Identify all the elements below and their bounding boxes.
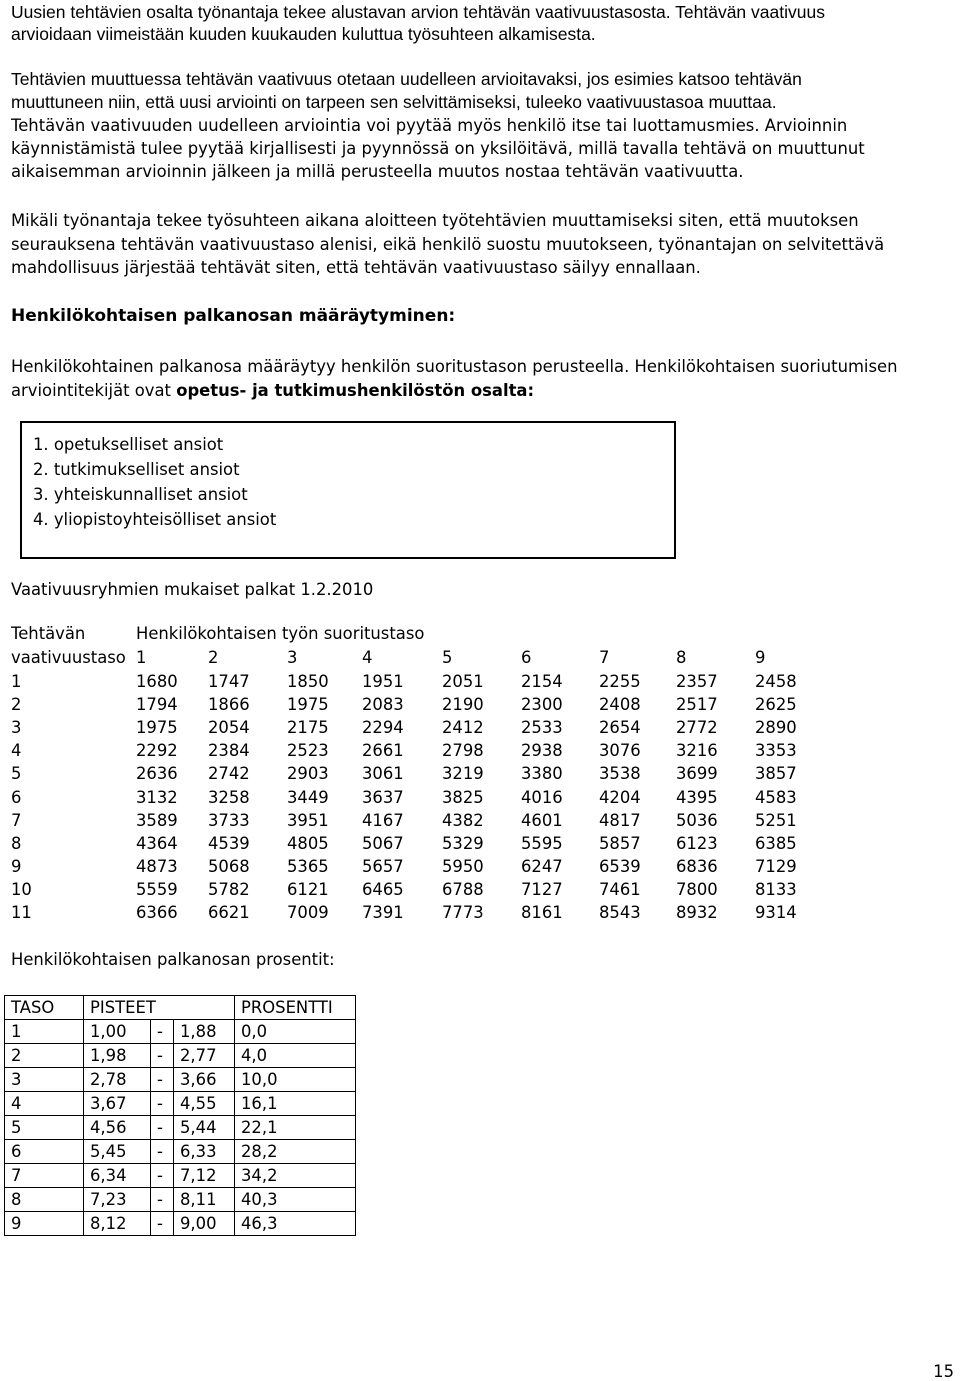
- percent-cell: 40,3: [235, 1188, 356, 1212]
- reassessment-line: aikaisemman arvioinnin jälkeen ja millä perusteella muutos nostaa tehtävän vaativuutta.: [11, 162, 744, 181]
- salary-cell: 6121: [287, 879, 329, 899]
- criteria-item: 3. yhteiskunnalliset ansiot: [33, 485, 248, 504]
- percent-cell: 3,66: [174, 1068, 235, 1092]
- percent-cell: -: [151, 1116, 174, 1140]
- percent-cell: 10,0: [235, 1068, 356, 1092]
- percent-cell: 9,00: [174, 1212, 235, 1236]
- percent-table: [4, 995, 356, 1236]
- salary-level-header: 2: [208, 648, 219, 667]
- salary-cell: 2051: [442, 672, 484, 691]
- percent-cell: 1,98: [84, 1044, 151, 1068]
- salary-cell: 4382: [442, 810, 484, 830]
- salary-cell: 4873: [136, 856, 178, 876]
- salary-cell: 4583: [755, 787, 797, 807]
- salary-cell: 6621: [208, 903, 250, 922]
- salary-cell: 4539: [208, 833, 250, 853]
- salary-cell: 6465: [362, 879, 404, 899]
- criteria-box: [20, 421, 676, 559]
- percent-cell: 1,00: [84, 1020, 151, 1044]
- salary-cell: 2300: [521, 695, 563, 715]
- salary-cell: 8161: [521, 903, 563, 922]
- percent-cell: 4,0: [235, 1044, 356, 1068]
- salary-tier: 5: [11, 764, 22, 784]
- salary-cell: 3538: [599, 764, 641, 784]
- salary-level-header: 8: [676, 648, 687, 667]
- salary-cell: 5067: [362, 833, 404, 853]
- salary-cell: 6836: [676, 856, 718, 876]
- salary-cell: 3132: [136, 787, 178, 807]
- percent-row: [5, 1068, 356, 1092]
- salary-cell: 5068: [208, 856, 250, 876]
- percent-row: [5, 1164, 356, 1188]
- salary-cell: 2523: [287, 741, 329, 761]
- percent-cell: 7,12: [174, 1164, 235, 1188]
- salary-cell: 2412: [442, 718, 484, 738]
- percent-cell: 1: [5, 1020, 84, 1044]
- salary-cell: 2533: [521, 718, 563, 738]
- percent-cell: 3,67: [84, 1092, 151, 1116]
- percent-cell: 4,55: [174, 1092, 235, 1116]
- salary-cell: 2742: [208, 764, 250, 784]
- salary-level-header: 6: [521, 648, 532, 667]
- salary-header-left-2: vaativuustaso: [11, 648, 126, 667]
- reassessment-line: Tehtävien muuttuessa tehtävän vaativuus otetaan uudelleen arvioitavaksi, jos esimies katsoo tehtävän: [11, 69, 802, 89]
- salary-cell: 8133: [755, 879, 797, 899]
- salary-tier: 7: [11, 810, 22, 830]
- percent-cell: 8,11: [174, 1188, 235, 1212]
- salary-level-header: 1: [136, 648, 147, 667]
- salary-cell: 2154: [521, 672, 563, 691]
- salary-cell: 3076: [599, 741, 641, 761]
- percent-row: [5, 1116, 356, 1140]
- salary-cell: 2903: [287, 764, 329, 784]
- salary-cell: 5595: [521, 833, 563, 853]
- percent-caption: Henkilökohtaisen palkanosan prosentit:: [11, 950, 335, 969]
- salary-level-header: 3: [287, 648, 298, 667]
- salary-cell: 4817: [599, 810, 641, 830]
- salary-cell: 7009: [287, 903, 329, 922]
- salary-tier: 1: [11, 672, 22, 691]
- salary-caption: Vaativuusryhmien mukaiset palkat 1.2.2010: [11, 580, 374, 599]
- salary-cell: 6539: [599, 856, 641, 876]
- salary-header-right: Henkilökohtaisen työn suoritustaso: [136, 624, 425, 643]
- percent-cell: 6,33: [174, 1140, 235, 1164]
- salary-tier: 4: [11, 741, 22, 761]
- percent-cell: 4: [5, 1092, 84, 1116]
- salary-cell: 2294: [362, 718, 404, 738]
- salary-cell: 2357: [676, 672, 718, 691]
- percent-cell: -: [151, 1068, 174, 1092]
- salary-cell: 7391: [362, 903, 404, 922]
- salary-cell: 2384: [208, 741, 250, 761]
- percent-cell: 4,56: [84, 1116, 151, 1140]
- percent-cell: 9: [5, 1212, 84, 1236]
- salary-cell: 5782: [208, 879, 250, 899]
- salary-cell: 5657: [362, 856, 404, 876]
- page-number: 15: [933, 1362, 954, 1381]
- salary-cell: 6385: [755, 833, 797, 853]
- percent-cell: 3: [5, 1068, 84, 1092]
- salary-tier: 3: [11, 718, 22, 738]
- percent-cell: -: [151, 1140, 174, 1164]
- section-heading: Henkilökohtaisen palkanosan määräytyminen:: [11, 306, 456, 326]
- salary-header-left-1: Tehtävän: [11, 624, 86, 643]
- salary-cell: 7129: [755, 856, 797, 876]
- salary-cell: 2517: [676, 695, 718, 715]
- task-change-line: Mikäli työnantaja tekee työsuhteen aikana aloitteen työtehtävien muuttamiseksi siten, että muutoksen: [11, 211, 859, 230]
- criteria-item: 4. yliopistoyhteisölliset ansiot: [33, 510, 277, 529]
- salary-cell: 5857: [599, 833, 641, 853]
- salary-cell: 2458: [755, 672, 797, 691]
- salary-level-header: 7: [599, 648, 610, 667]
- salary-cell: 3380: [521, 764, 563, 784]
- salary-cell: 2190: [442, 695, 484, 715]
- salary-cell: 4364: [136, 833, 178, 853]
- task-change-line: seurauksena tehtävän vaativuustaso alenisi, eikä henkilö suostu muutokseen, työnantajan on selvitettävä: [11, 234, 885, 254]
- salary-cell: 6247: [521, 856, 563, 876]
- salary-cell: 2890: [755, 718, 797, 738]
- salary-cell: 2408: [599, 695, 641, 715]
- salary-cell: 1951: [362, 672, 404, 691]
- percent-header-row: [5, 996, 356, 1020]
- percent-cell: 2,78: [84, 1068, 151, 1092]
- salary-cell: 5559: [136, 879, 178, 899]
- salary-cell: 3699: [676, 764, 718, 784]
- criteria-item: 2. tutkimukselliset ansiot: [33, 460, 240, 479]
- salary-cell: 2772: [676, 718, 718, 738]
- salary-cell: 7773: [442, 903, 484, 922]
- percent-cell: -: [151, 1212, 174, 1236]
- salary-tier: 2: [11, 695, 22, 715]
- salary-cell: 4601: [521, 810, 563, 830]
- percent-cell: 6: [5, 1140, 84, 1164]
- percent-cell: 5,45: [84, 1140, 151, 1164]
- salary-cell: 2292: [136, 741, 178, 761]
- percent-cell: -: [151, 1020, 174, 1044]
- reassessment-paragraph: [11, 68, 865, 183]
- salary-level-header: 9: [755, 648, 766, 667]
- salary-cell: 7127: [521, 879, 563, 899]
- intro-paragraph: [11, 1, 825, 45]
- percent-row: [5, 1020, 356, 1044]
- salary-cell: 1975: [136, 718, 178, 738]
- percent-cell: 6,34: [84, 1164, 151, 1188]
- salary-cell: 1975: [287, 695, 329, 715]
- salary-tier: 8: [11, 833, 22, 853]
- salary-cell: 4204: [599, 787, 641, 807]
- salary-cell: 3216: [676, 741, 718, 761]
- percent-cell: 34,2: [235, 1164, 356, 1188]
- salary-cell: 3258: [208, 787, 250, 807]
- percent-cell: -: [151, 1092, 174, 1116]
- salary-cell: 2661: [362, 741, 404, 761]
- salary-cell: 2625: [755, 695, 797, 715]
- salary-cell: 3061: [362, 764, 404, 784]
- criteria-list: [33, 432, 276, 532]
- salary-cell: 2255: [599, 672, 641, 691]
- percent-cell: 2,77: [174, 1044, 235, 1068]
- percent-cell: -: [151, 1044, 174, 1068]
- salary-tier: 10: [11, 879, 32, 899]
- percent-cell: 46,3: [235, 1212, 356, 1236]
- salary-cell: 5329: [442, 833, 484, 853]
- task-change-paragraph: [11, 209, 884, 280]
- salary-cell: 4805: [287, 833, 329, 853]
- salary-cell: 3733: [208, 810, 250, 830]
- percent-cell: 8,12: [84, 1212, 151, 1236]
- percent-cell: 5: [5, 1116, 84, 1140]
- salary-cell: 4395: [676, 787, 718, 807]
- salary-cell: 5950: [442, 856, 484, 876]
- salary-cell: 2654: [599, 718, 641, 738]
- salary-cell: 6788: [442, 879, 484, 899]
- salary-cell: 1866: [208, 695, 250, 715]
- salary-cell: 1680: [136, 672, 178, 691]
- salary-cell: 3951: [287, 810, 329, 830]
- intro-line: arvioidaan viimeistään kuuden kuukauden kuluttua työsuhteen alkamisesta.: [11, 24, 596, 44]
- percent-cell: 7: [5, 1164, 84, 1188]
- percent-row: [5, 1044, 356, 1068]
- percent-row: [5, 1212, 356, 1236]
- percent-cell: 28,2: [235, 1140, 356, 1164]
- criteria-intro-paragraph: [11, 355, 898, 403]
- salary-cell: 3219: [442, 764, 484, 784]
- salary-cell: 1747: [208, 672, 250, 691]
- percent-cell: 22,1: [235, 1116, 356, 1140]
- reassessment-line: muuttuneen niin, että uusi arviointi on tarpeen sen selvittämiseksi, tuleeko vaativuustasoa muuttaa.: [11, 92, 777, 112]
- salary-cell: 2798: [442, 741, 484, 761]
- percent-cell: 7,23: [84, 1188, 151, 1212]
- percent-header-cell: PROSENTTI: [235, 996, 356, 1020]
- salary-level-header: 5: [442, 648, 453, 667]
- salary-cell: 6366: [136, 903, 178, 922]
- salary-cell: 2054: [208, 718, 250, 738]
- percent-cell: 16,1: [235, 1092, 356, 1116]
- salary-cell: 1850: [287, 672, 329, 691]
- salary-cell: 6123: [676, 833, 718, 853]
- reassessment-line: Tehtävän vaativuuden uudelleen arviointia voi pyytää myös henkilö itse tai luottamusmies. Arvioinnin: [11, 116, 848, 135]
- salary-cell: 4167: [362, 810, 404, 830]
- salary-cell: 4016: [521, 787, 563, 807]
- percent-cell: 1,88: [174, 1020, 235, 1044]
- salary-cell: 2175: [287, 718, 329, 738]
- percent-row: [5, 1140, 356, 1164]
- salary-cell: 3825: [442, 787, 484, 807]
- criteria-intro-text: arviointitekijät ovat: [11, 381, 177, 400]
- salary-cell: 3637: [362, 787, 404, 807]
- salary-tier: 9: [11, 856, 22, 876]
- intro-line: Uusien tehtävien osalta työnantaja tekee alustavan arvion tehtävän vaativuustasosta. Tehtävän vaativuus: [11, 2, 825, 22]
- salary-cell: 5251: [755, 810, 797, 830]
- reassessment-line: käynnistämistä tulee pyytää kirjallisesti ja pyynnössä on yksilöitävä, millä tavalla tehtävä on muuttunut: [11, 139, 865, 158]
- salary-cell: 9314: [755, 903, 797, 922]
- percent-cell: 5,44: [174, 1116, 235, 1140]
- percent-header-cell: TASO: [5, 996, 84, 1020]
- salary-cell: 5036: [676, 810, 718, 830]
- salary-cell: 2083: [362, 695, 404, 715]
- salary-cell: 7461: [599, 879, 641, 899]
- salary-cell: 3353: [755, 741, 797, 761]
- salary-tier: 11: [11, 903, 32, 922]
- salary-cell: 7800: [676, 879, 718, 899]
- percent-cell: 2: [5, 1044, 84, 1068]
- salary-cell: 2636: [136, 764, 178, 784]
- salary-cell: 3449: [287, 787, 329, 807]
- percent-cell: -: [151, 1188, 174, 1212]
- task-change-line: mahdollisuus järjestää tehtävät siten, että tehtävän vaativuustaso säilyy ennallaan.: [11, 258, 701, 277]
- salary-cell: 8543: [599, 903, 641, 922]
- percent-cell: -: [151, 1164, 174, 1188]
- percent-row: [5, 1188, 356, 1212]
- salary-tier: 6: [11, 787, 22, 807]
- percent-header-cell: PISTEET: [84, 996, 235, 1020]
- salary-level-header: 4: [362, 648, 373, 667]
- criteria-intro-line: Henkilökohtainen palkanosa määräytyy henkilön suoritustason perusteella. Henkilökohtaisen suoriutumisen: [11, 357, 898, 376]
- criteria-item: 1. opetukselliset ansiot: [33, 435, 224, 454]
- criteria-intro-line: [11, 379, 898, 403]
- salary-cell: 2938: [521, 741, 563, 761]
- percent-row: [5, 1092, 356, 1116]
- salary-cell: 5365: [287, 856, 329, 876]
- salary-cell: 1794: [136, 695, 178, 715]
- criteria-intro-bold: opetus- ja tutkimushenkilöstön osalta:: [176, 381, 535, 400]
- salary-cell: 3589: [136, 810, 178, 830]
- salary-cell: 3857: [755, 764, 797, 784]
- percent-cell: 8: [5, 1188, 84, 1212]
- salary-cell: 8932: [676, 903, 718, 922]
- percent-cell: 0,0: [235, 1020, 356, 1044]
